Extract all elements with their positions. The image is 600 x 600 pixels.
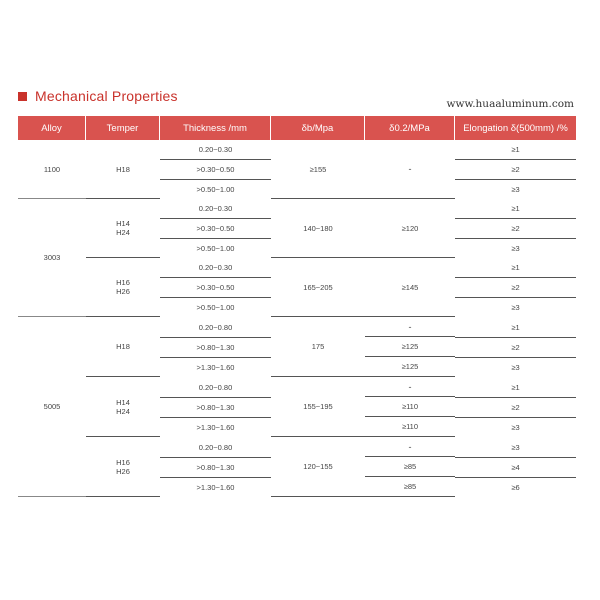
elongation-cell: ≥1: [511, 322, 520, 332]
elongation-cell: ≥1: [511, 145, 520, 154]
thickness-cell: 0.20~0.30: [198, 204, 233, 213]
thickness-cell: >0.80~1.30: [160, 337, 271, 357]
yield-strength-cell: -: [365, 437, 455, 457]
temper-cell: H14 H24: [86, 377, 160, 437]
website-url: www.huaaluminum.com: [446, 98, 574, 110]
elongation-cell: ≥3: [455, 357, 576, 377]
yield-strength-cell: ≥85: [365, 457, 455, 477]
table-row: [18, 199, 576, 218]
thickness-cell: 0.20~0.80: [198, 322, 233, 332]
thickness-cell: >0.30~0.50: [160, 218, 271, 238]
thickness-cell: >0.50~1.00: [160, 297, 271, 317]
elongation-cell: ≥2: [455, 218, 576, 238]
bullet-square-icon: [18, 92, 27, 101]
yield-strength-cell: ≥145: [365, 258, 455, 317]
thickness-cell: >1.30~1.60: [160, 417, 271, 437]
elongation-cell: ≥3: [455, 179, 576, 199]
header-yield-strength: δ0.2/MPa: [365, 116, 455, 140]
table-row: [18, 377, 576, 397]
elongation-cell: ≥3: [455, 417, 576, 437]
alloy-cell: 1100: [18, 140, 86, 199]
yield-strength-cell: ≥110: [365, 397, 455, 417]
yield-strength-cell: ≥85: [365, 477, 455, 497]
elongation-cell: ≥2: [455, 277, 576, 297]
elongation-cell: ≥3: [511, 442, 520, 452]
table-row: [18, 140, 576, 159]
tensile-strength-cell: 165~205: [271, 258, 365, 317]
tensile-strength-cell: ≥155: [271, 140, 365, 199]
elongation-cell: ≥2: [455, 397, 576, 417]
thickness-cell: 0.20~0.30: [198, 145, 233, 154]
elongation-cell: ≥1: [511, 204, 520, 213]
elongation-cell: ≥1: [511, 382, 520, 392]
yield-strength-cell: -: [365, 317, 455, 337]
alloy-cell: 5005: [18, 317, 86, 497]
header-elongation: Elongation δ(500mm) /%: [455, 116, 576, 140]
elongation-cell: ≥2: [455, 159, 576, 179]
thickness-cell: 0.20~0.80: [198, 442, 233, 452]
temper-cell: H14 H24: [86, 199, 160, 258]
elongation-cell: ≥3: [455, 297, 576, 317]
thickness-cell: >0.30~0.50: [160, 159, 271, 179]
thickness-cell: >0.50~1.00: [160, 179, 271, 199]
yield-strength-cell: ≥125: [365, 337, 455, 357]
table-header-row: [18, 116, 576, 140]
elongation-cell: ≥3: [455, 238, 576, 258]
tensile-strength-cell: 155~195: [271, 377, 365, 437]
temper-cell: H16 H26: [86, 437, 160, 497]
temper-cell: H18: [86, 317, 160, 377]
alloy-cell: 3003: [18, 199, 86, 317]
table-row: [18, 258, 576, 277]
section-title: Mechanical Properties: [35, 88, 178, 104]
yield-strength-cell: ≥125: [365, 357, 455, 377]
yield-strength-cell: ≥110: [365, 417, 455, 437]
elongation-cell: ≥2: [455, 337, 576, 357]
yield-strength-cell: ≥120: [365, 199, 455, 258]
elongation-cell: ≥4: [455, 457, 576, 477]
header-temper: Temper: [86, 116, 160, 140]
temper-cell: H16 H26: [86, 258, 160, 317]
tensile-strength-cell: 140~180: [271, 199, 365, 258]
elongation-cell: ≥6: [455, 477, 576, 497]
thickness-cell: >1.30~1.60: [160, 477, 271, 497]
header-thickness: Thickness /mm: [160, 116, 271, 140]
header-tensile-strength: δb/Mpa: [271, 116, 365, 140]
thickness-cell: 0.20~0.80: [198, 382, 233, 392]
thickness-cell: >0.80~1.30: [160, 397, 271, 417]
table-row: [18, 317, 576, 337]
thickness-cell: >0.30~0.50: [160, 277, 271, 297]
mechanical-properties-table: [18, 116, 576, 497]
thickness-cell: >1.30~1.60: [160, 357, 271, 377]
tensile-strength-cell: 120~155: [271, 437, 365, 497]
thickness-cell: >0.50~1.00: [160, 238, 271, 258]
thickness-cell: 0.20~0.30: [198, 263, 233, 272]
elongation-cell: ≥1: [511, 263, 520, 272]
yield-strength-cell: -: [365, 140, 455, 199]
yield-strength-cell: -: [365, 377, 455, 397]
temper-cell: H18: [86, 140, 160, 199]
table-row: [18, 437, 576, 457]
thickness-cell: >0.80~1.30: [160, 457, 271, 477]
tensile-strength-cell: 175: [271, 317, 365, 377]
section-heading: [18, 88, 178, 104]
header-alloy: Alloy: [18, 116, 86, 140]
